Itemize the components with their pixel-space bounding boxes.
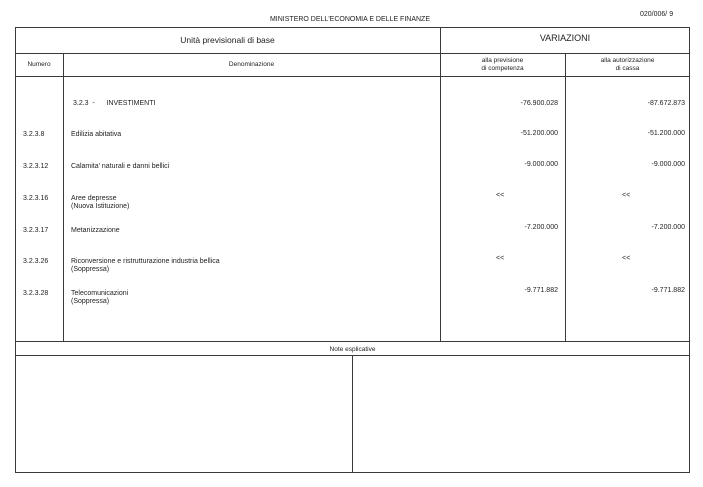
row-2-competenza: -9.000.000 bbox=[524, 161, 558, 168]
row-2-numero: 3.2.3.12 bbox=[23, 163, 49, 170]
header-divider-1 bbox=[15, 53, 690, 54]
row-1-numero: 3.2.3.8 bbox=[23, 131, 45, 138]
row-1-cassa: -51.200.000 bbox=[647, 130, 685, 137]
row-5-numero: 3.2.3.26 bbox=[23, 258, 49, 265]
col-divider-cassa bbox=[565, 53, 566, 341]
row-4-numero: 3.2.3.17 bbox=[23, 227, 49, 234]
header-divider-2 bbox=[15, 76, 690, 77]
ministry-title: MINISTERO DELL'ECONOMIA E DELLE FINANZE bbox=[269, 16, 431, 23]
row-3-cassa: << bbox=[622, 192, 631, 199]
row-4-denominazione: Metanizzazione bbox=[71, 227, 120, 234]
col-header-cassa-2: di cassa bbox=[615, 65, 640, 72]
row-0-competenza: -76.900.028 bbox=[520, 100, 558, 107]
row-1-competenza: -51.200.000 bbox=[520, 130, 558, 137]
row-3-denominazione: Aree depresse bbox=[71, 195, 117, 202]
col-header-previsione-1: alla previsione bbox=[481, 57, 524, 64]
row-0-cassa: -87.672.873 bbox=[647, 100, 685, 107]
group-header-variazioni: VARIAZIONI bbox=[539, 33, 591, 43]
row-3-numero: 3.2.3.16 bbox=[23, 195, 49, 202]
col-divider-numero bbox=[63, 53, 64, 341]
row-6-sub: (Soppressa) bbox=[71, 298, 110, 305]
row-3-competenza: << bbox=[496, 192, 505, 199]
row-6-denominazione: Telecomunicazioni bbox=[71, 290, 129, 297]
row-6-competenza: -9.771.882 bbox=[524, 287, 558, 294]
notes-divider bbox=[352, 355, 353, 473]
row-6-numero: 3.2.3.28 bbox=[23, 290, 49, 297]
row-4-cassa: -7.200.000 bbox=[651, 224, 685, 231]
row-4-competenza: -7.200.000 bbox=[524, 224, 558, 231]
col-header-previsione-2: di competenza bbox=[481, 65, 524, 72]
row-0-denominazione: 3.2.3 - INVESTIMENTI bbox=[73, 100, 156, 107]
col-header-numero: Numero bbox=[27, 61, 51, 68]
col-header-cassa-1: alla autorizzazione bbox=[600, 57, 655, 64]
row-5-sub: (Soppressa) bbox=[71, 266, 110, 273]
group-header-unita: Unità previsionali di base bbox=[180, 35, 275, 45]
row-5-competenza: << bbox=[496, 255, 505, 262]
row-1-denominazione: Edilizia abitativa bbox=[71, 131, 122, 138]
row-5-cassa: << bbox=[622, 255, 631, 262]
row-5-denominazione: Riconversione e ristrutturazione industria bellica bbox=[71, 258, 220, 265]
row-3-sub: (Nuova Istituzione) bbox=[71, 203, 130, 210]
row-6-cassa: -9.771.882 bbox=[651, 287, 685, 294]
notes-title: Note esplicative bbox=[329, 346, 376, 353]
page-reference: 020/006/ 9 bbox=[640, 11, 674, 18]
row-2-denominazione: Calamita' naturali e danni bellici bbox=[71, 163, 170, 170]
row-2-cassa: -9.000.000 bbox=[651, 161, 685, 168]
col-header-denominazione: Denominazione bbox=[228, 61, 275, 68]
notes-top-divider bbox=[15, 341, 690, 342]
